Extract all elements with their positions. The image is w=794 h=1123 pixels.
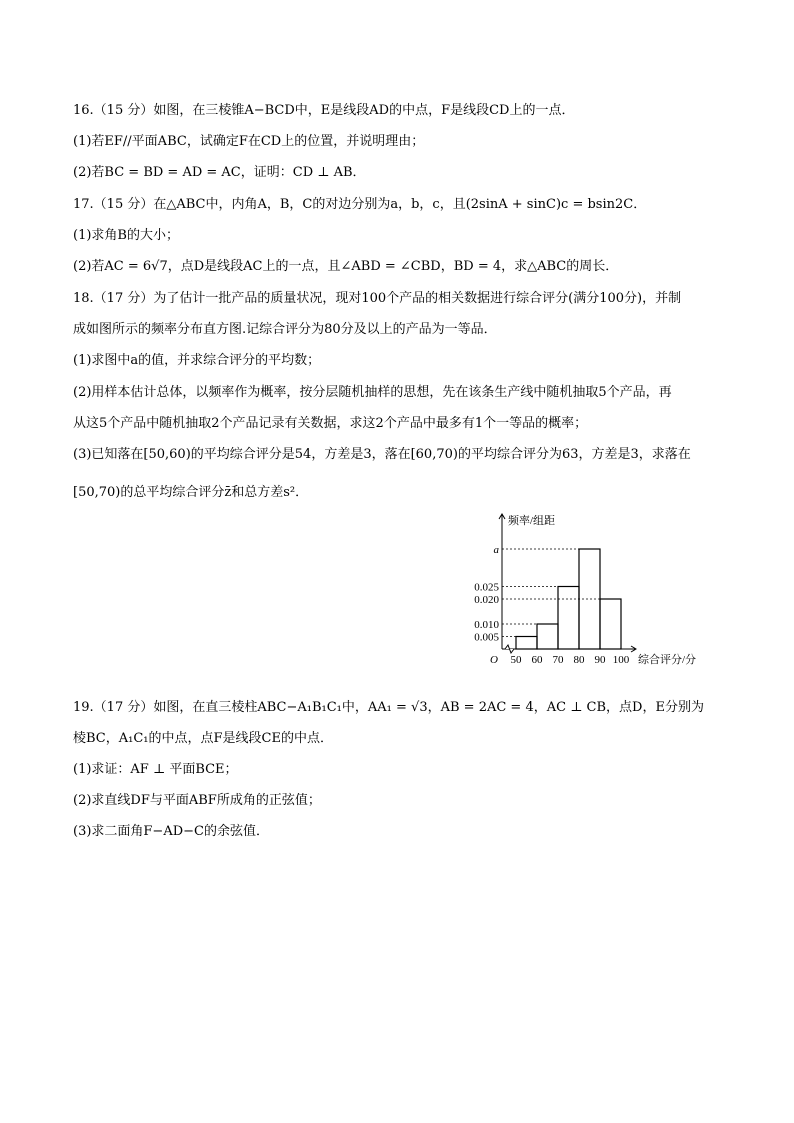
q18-part2-line1: (2)用样本估计总体，以频率作为概率，按分层随机抽样的思想，先在该条生产线中随机抽取5个产品，再 xyxy=(73,385,672,400)
x-axis-title: 综合评分/分 xyxy=(638,654,697,666)
q18-stem-line2: 成如图所示的频率分布直方图.记综合评分为80分及以上的产品为一等品． xyxy=(73,322,497,337)
x-tick-label: 80 xyxy=(573,654,585,666)
q18-part3-line1: (3)已知落在[50,60)的平均综合评分是54，方差是3，落在[60,70)的平均综合评分为63，方差是3，求落在 xyxy=(73,447,691,462)
x-tick-label: 50 xyxy=(510,654,522,666)
q16-part2: (2)若BC = BD = AD = AC，证明：CD ⊥ AB． xyxy=(73,165,366,180)
q19-stem-line2: 棱BC，A₁C₁的中点，点F是线段CE的中点． xyxy=(73,731,333,746)
y-tick-label: 0.025 xyxy=(474,581,499,594)
x-tick-label: 100 xyxy=(612,654,630,666)
q16-stem: 16.（15 分）如图，在三棱锥A−BCD中，E是线段AD的中点，F是线段CD上的一点． xyxy=(73,103,575,118)
origin-label: O xyxy=(490,654,498,666)
q18-part1: (1)求图中a的值，并求综合评分的平均数； xyxy=(73,353,321,368)
histogram-bar xyxy=(600,599,621,649)
histogram-bar xyxy=(537,624,558,649)
q18-part3-line2: [50,70)的总平均综合评分z̄和总方差s²． xyxy=(73,485,309,500)
x-tick-label: 70 xyxy=(552,654,564,666)
q17-part1: (1)求角B的大小； xyxy=(73,228,179,243)
histogram xyxy=(468,506,728,676)
histogram-svg xyxy=(468,506,728,676)
histogram-bar xyxy=(558,587,579,650)
y-tick-label: 0.010 xyxy=(474,619,499,631)
histogram-bar xyxy=(516,637,537,650)
y-tick-label: 0.005 xyxy=(474,631,499,644)
q19-part1: (1)求证：AF ⊥ 平面BCE； xyxy=(73,762,238,777)
q17-part2: (2)若AC = 6√7，点D是线段AC上的一点，且∠ABD = ∠CBD，BD = 4，求△ABC的周长． xyxy=(73,259,619,274)
y-tick-label: a xyxy=(493,544,499,556)
x-tick-label: 60 xyxy=(531,654,543,666)
q17-stem: 17.（15 分）在△ABC中，内角A，B，C的对边分别为a，b，c，且(2sinA + sinC)c = bsin2C． xyxy=(73,197,647,212)
y-axis-title: 频率/组距 xyxy=(508,515,556,527)
axis-break-mark xyxy=(505,645,514,653)
q18-part2-line2: 从这5个产品中随机抽取2个产品记录有关数据，求这2个产品中最多有1个一等品的概率； xyxy=(73,416,588,431)
q18-stem-line1: 18.（17 分）为了估计一批产品的质量状况，现对100个产品的相关数据进行综合评分(满分100分)，并制 xyxy=(73,291,682,306)
q19-stem-line1: 19.（17 分）如图，在直三棱柱ABC−A₁B₁C₁中，AA₁ = √3，AB = 2AC = 4，AC ⊥ CB，点D，E分别为 xyxy=(73,700,704,715)
x-tick-label: 90 xyxy=(594,654,606,666)
y-tick-label: 0.020 xyxy=(474,594,499,606)
q19-part2: (2)求直线DF与平面ABF所成角的正弦值； xyxy=(73,793,321,808)
q16-part1: (1)若EF//平面ABC，试确定F在CD上的位置，并说明理由； xyxy=(73,134,425,149)
q19-part3: (3)求二面角F−AD−C的余弦值． xyxy=(73,824,269,839)
